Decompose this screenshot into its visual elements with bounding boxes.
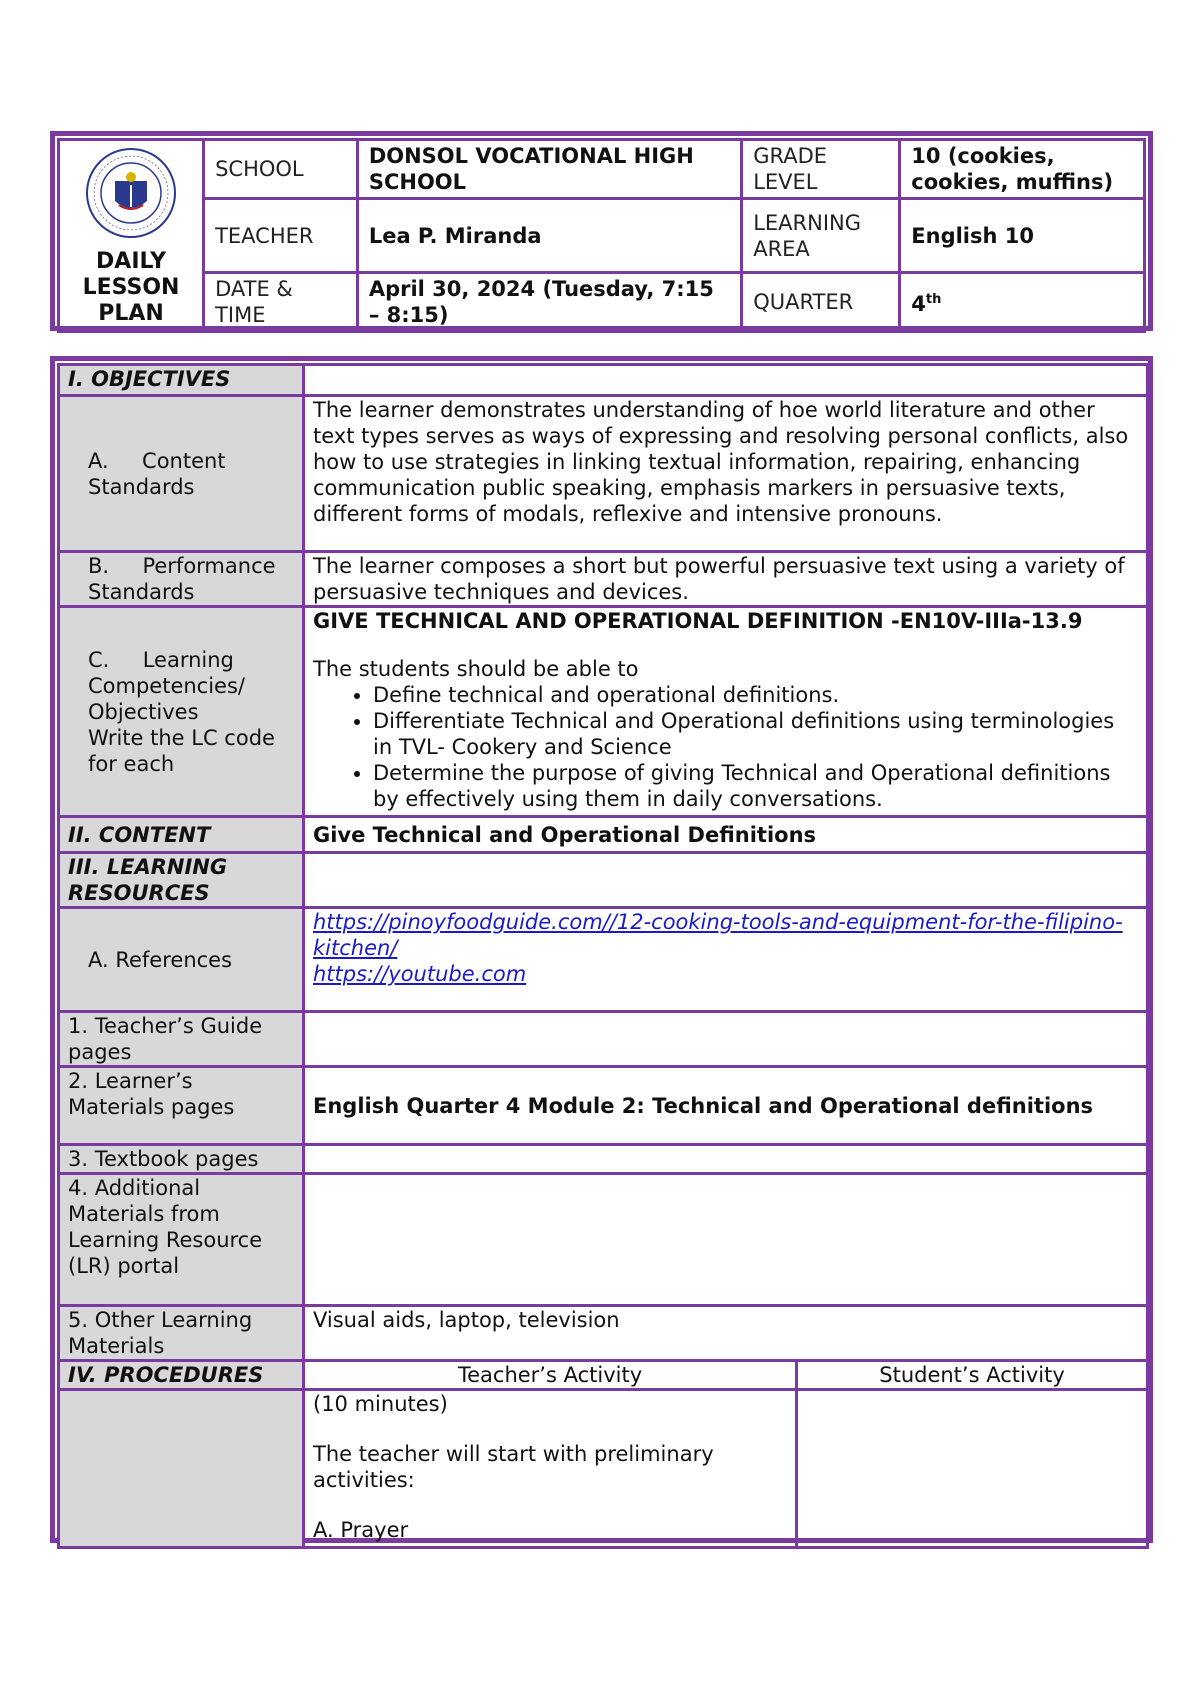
content-value: Give Technical and Operational Definitions — [304, 817, 1148, 853]
learning-area-label: LEARNING AREA — [742, 199, 900, 273]
teachers-guide-value — [304, 1012, 1148, 1067]
teacher-activity-header: Teacher’s Activity — [304, 1361, 797, 1390]
list-item: • Differentiate Technical and Operational definitions using terminologies in TVL- Cookery and Science — [373, 708, 1138, 760]
performance-standards-text: The learner composes a short but powerful persuasive text using a variety of persuasive techniques and devices. — [304, 552, 1148, 607]
procedures-label-blank — [59, 1390, 304, 1548]
list-item: • Define technical and operational definitions. — [373, 682, 1138, 708]
competency-title: GIVE TECHNICAL AND OPERATIONAL DEFINITION -EN10V-IIIa-13.9 — [313, 609, 1083, 633]
references-label-text: A. References — [88, 947, 233, 972]
lc-code-note: Write the LC code for each — [88, 725, 275, 776]
teacher-label: TEACHER — [204, 199, 358, 273]
performance-standards-label — [59, 552, 304, 607]
learners-materials-value: English Quarter 4 Module 2: Technical and Operational definitions — [304, 1067, 1148, 1145]
daily-lesson-plan-title: DAILY LESSON PLAN — [82, 249, 180, 326]
textbook-pages-label: 3. Textbook pages — [59, 1145, 304, 1174]
procedures-heading: IV. PROCEDURES — [59, 1361, 304, 1390]
reference-link-pinoyfoodguide[interactable]: https://pinoyfoodguide.com//12-cooking-tools-and-equipment-for-the-filipino-kitchen/ — [313, 910, 1123, 960]
quarter-suffix: th — [925, 292, 942, 307]
content-standards-label — [59, 396, 304, 552]
quarter-number: 4 — [911, 292, 926, 316]
lesson-plan-body — [50, 356, 1153, 1543]
date-time-value: April 30, 2024 (Tuesday, 7:15 – 8:15) — [357, 273, 741, 332]
date-time-label: DATE & TIME — [204, 273, 358, 332]
header-table — [57, 138, 1146, 333]
additional-materials-label: 4. Additional Materials from Learning Resource (LR) portal — [59, 1174, 304, 1306]
content-standards-text: The learner demonstrates understanding of hoe world literature and other text types serves as ways of expressing and resolving personal conflicts, also how to use strategies in linking textual information, repairing, enhancing communication public speaking, emphasis markers in persuasive texts, different forms of modals, reflexive and intensive pronouns. — [304, 396, 1148, 552]
grade-level-label: GRADE LEVEL — [742, 140, 900, 199]
competency-list — [313, 682, 1138, 812]
content-heading: II. CONTENT — [59, 817, 304, 853]
school-label: SCHOOL — [204, 140, 358, 199]
learning-resources-heading: III. LEARNING RESOURCES — [59, 853, 304, 908]
additional-materials-value — [304, 1174, 1148, 1306]
reference-link-youtube[interactable]: https://youtube.com — [313, 962, 527, 986]
learners-materials-label: 2. Learner’s Materials pages — [59, 1067, 304, 1145]
teacher-value: Lea P. Miranda — [357, 199, 741, 273]
grade-level-value: 10 (cookies, cookies, muffins) — [900, 140, 1145, 199]
student-activity-cell — [797, 1390, 1148, 1548]
school-value: DONSOL VOCATIONAL HIGH SCHOOL — [357, 140, 741, 199]
quarter-label: QUARTER — [742, 273, 900, 332]
content-standards-label-text: A. Content Standards — [88, 448, 233, 499]
teacher-activity-cell — [304, 1390, 797, 1548]
student-activity-header: Student’s Activity — [797, 1361, 1148, 1390]
references-cell — [304, 908, 1148, 1012]
logo-cell — [59, 140, 204, 332]
deped-seal-icon — [85, 147, 177, 239]
textbook-pages-value — [304, 1145, 1148, 1174]
objectives-heading: I. OBJECTIVES — [59, 365, 304, 396]
lesson-plan-table — [57, 363, 1149, 1549]
lesson-plan-header — [50, 131, 1153, 331]
activity-intro: The teacher will start with preliminary activities: — [313, 1442, 714, 1492]
learning-competencies-label-text: C. Learning Competencies/ Objectives — [88, 647, 252, 724]
list-item: • Determine the purpose of giving Technical and Operational definitions by effectively using them in daily conversations. — [373, 760, 1138, 812]
other-materials-value: Visual aids, laptop, television — [304, 1306, 1148, 1361]
objectives-heading-blank — [304, 365, 1148, 396]
activity-step-prayer: A. Prayer — [313, 1518, 409, 1542]
learning-competencies-cell — [304, 607, 1148, 817]
quarter-value — [900, 273, 1145, 332]
references-label — [59, 908, 304, 1012]
learning-resources-blank — [304, 853, 1148, 908]
other-materials-label: 5. Other Learning Materials — [59, 1306, 304, 1361]
activity-time: (10 minutes) — [313, 1392, 448, 1416]
competency-intro: The students should be able to — [313, 657, 639, 681]
learning-competencies-label — [59, 607, 304, 817]
learning-area-value: English 10 — [900, 199, 1145, 273]
teachers-guide-label: 1. Teacher’s Guide pages — [59, 1012, 304, 1067]
performance-standards-label-text: B. Performance Standards — [88, 554, 283, 604]
